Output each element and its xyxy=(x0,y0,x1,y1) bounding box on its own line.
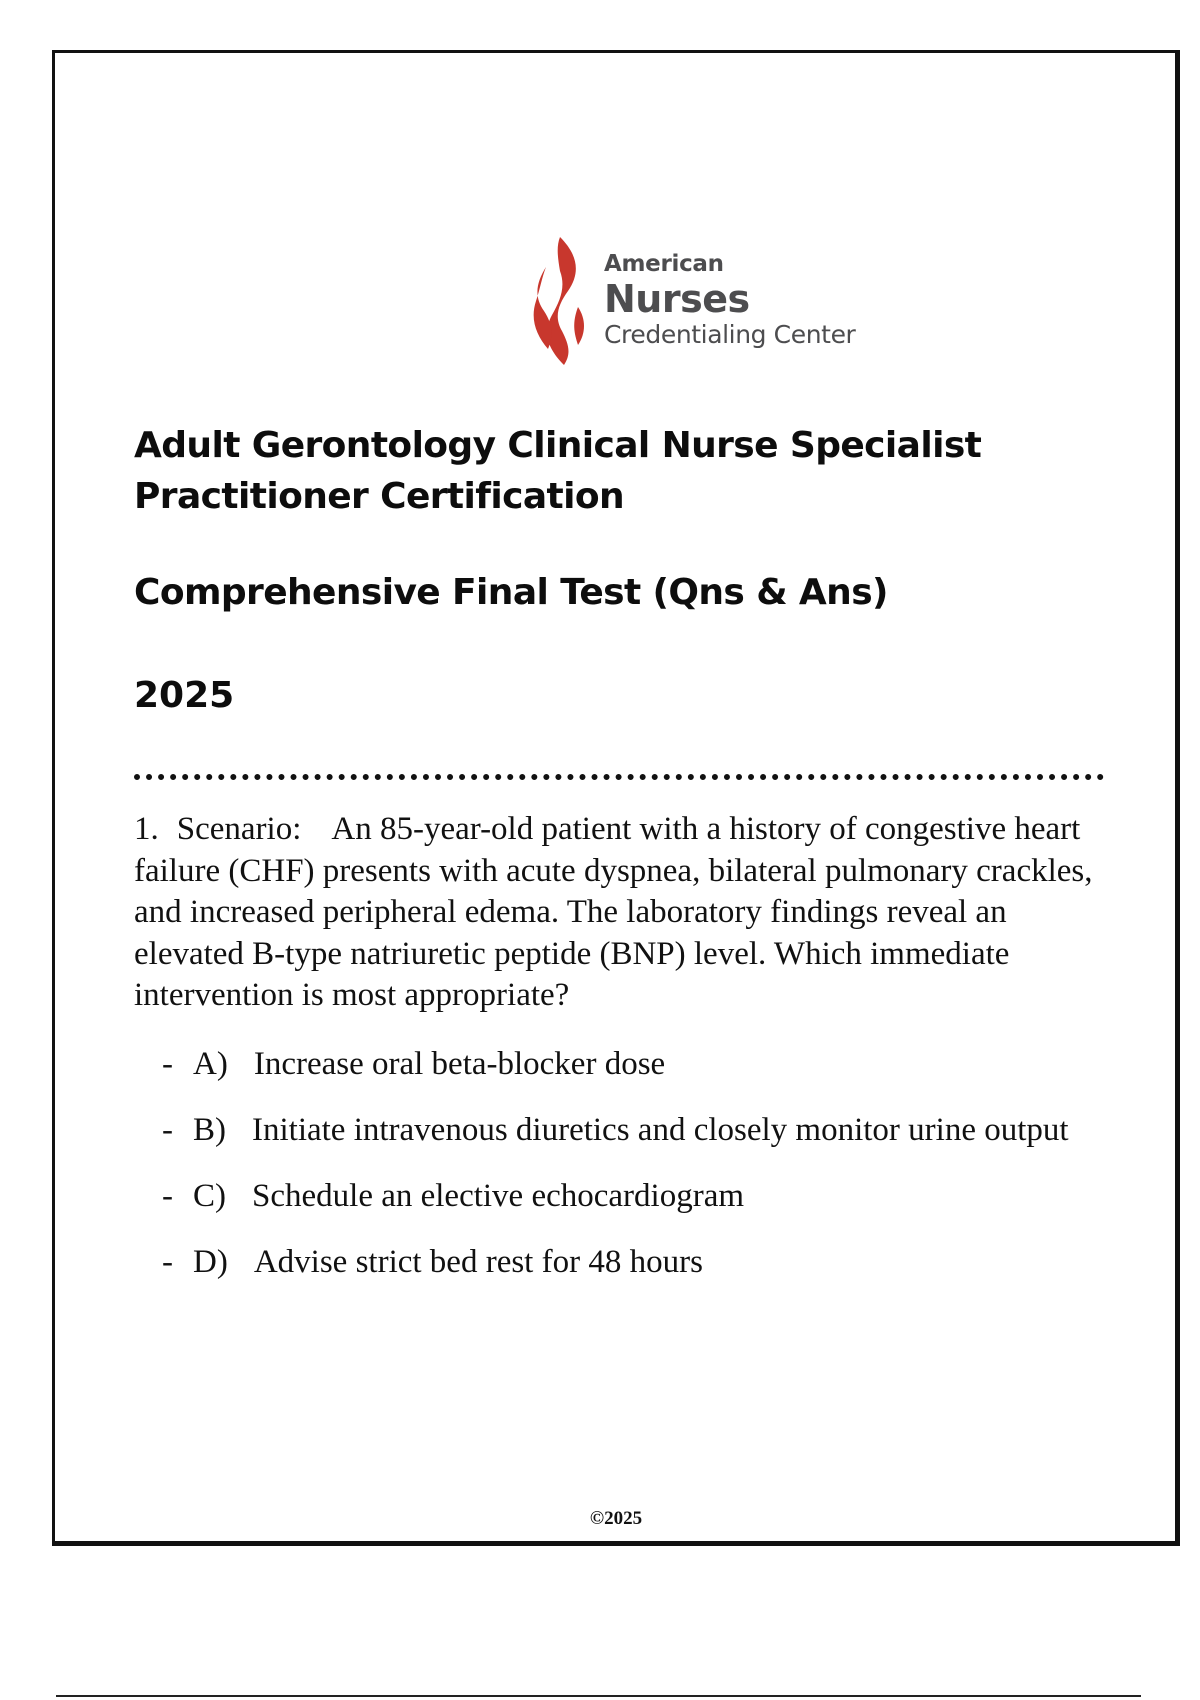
logo-american: American xyxy=(604,251,724,277)
option-dash: - xyxy=(162,1112,173,1148)
document-year: 2025 xyxy=(134,675,235,716)
answer-options xyxy=(134,1045,1114,1309)
option-dash: - xyxy=(162,1046,173,1082)
option-letter: B) xyxy=(193,1112,226,1148)
logo-wordmark xyxy=(604,253,855,347)
ancc-logo xyxy=(532,235,872,370)
flame-icon xyxy=(532,235,592,367)
copyright-footer: ©2025 xyxy=(589,1508,643,1529)
option-letter: D) xyxy=(193,1244,228,1280)
option-letter: C) xyxy=(193,1178,226,1214)
question-number: 1. xyxy=(134,811,159,847)
question-text: An 85-year-old patient with a history of congestive heart failure (CHF) presents with acute dyspnea, bilateral pulmonary crackles, and increased peripheral edema. The laboratory findings reveal an elevated B-type natriuretic peptide (BNP) level. Which immediate intervention is most appropriate? xyxy=(134,811,1093,1013)
option-text: Initiate intravenous diuretics and closely monitor urine output xyxy=(252,1112,1069,1148)
option-dash: - xyxy=(162,1244,173,1280)
option-d xyxy=(134,1243,1114,1281)
option-letter: A) xyxy=(193,1046,228,1082)
document-title: Adult Gerontology Clinical Nurse Specialist Practitioner Certification xyxy=(134,425,982,517)
option-dash: - xyxy=(162,1178,173,1214)
question-1 xyxy=(134,809,1114,1017)
option-a xyxy=(134,1045,1114,1083)
option-c xyxy=(134,1177,1114,1215)
dotted-divider xyxy=(134,774,1104,780)
option-text: Increase oral beta-blocker dose xyxy=(253,1046,666,1082)
page-bottom-rule xyxy=(56,1695,1141,1697)
option-text: Advise strict bed rest for 48 hours xyxy=(253,1244,703,1280)
question-label: Scenario: xyxy=(176,811,302,847)
option-b xyxy=(134,1111,1114,1149)
logo-credentialing-center: Credentialing Center xyxy=(604,320,856,349)
document-subtitle: Comprehensive Final Test (Qns & Ans) xyxy=(134,572,888,613)
logo-nurses: Nurses xyxy=(604,277,750,321)
option-text: Schedule an elective echocardiogram xyxy=(252,1178,745,1214)
